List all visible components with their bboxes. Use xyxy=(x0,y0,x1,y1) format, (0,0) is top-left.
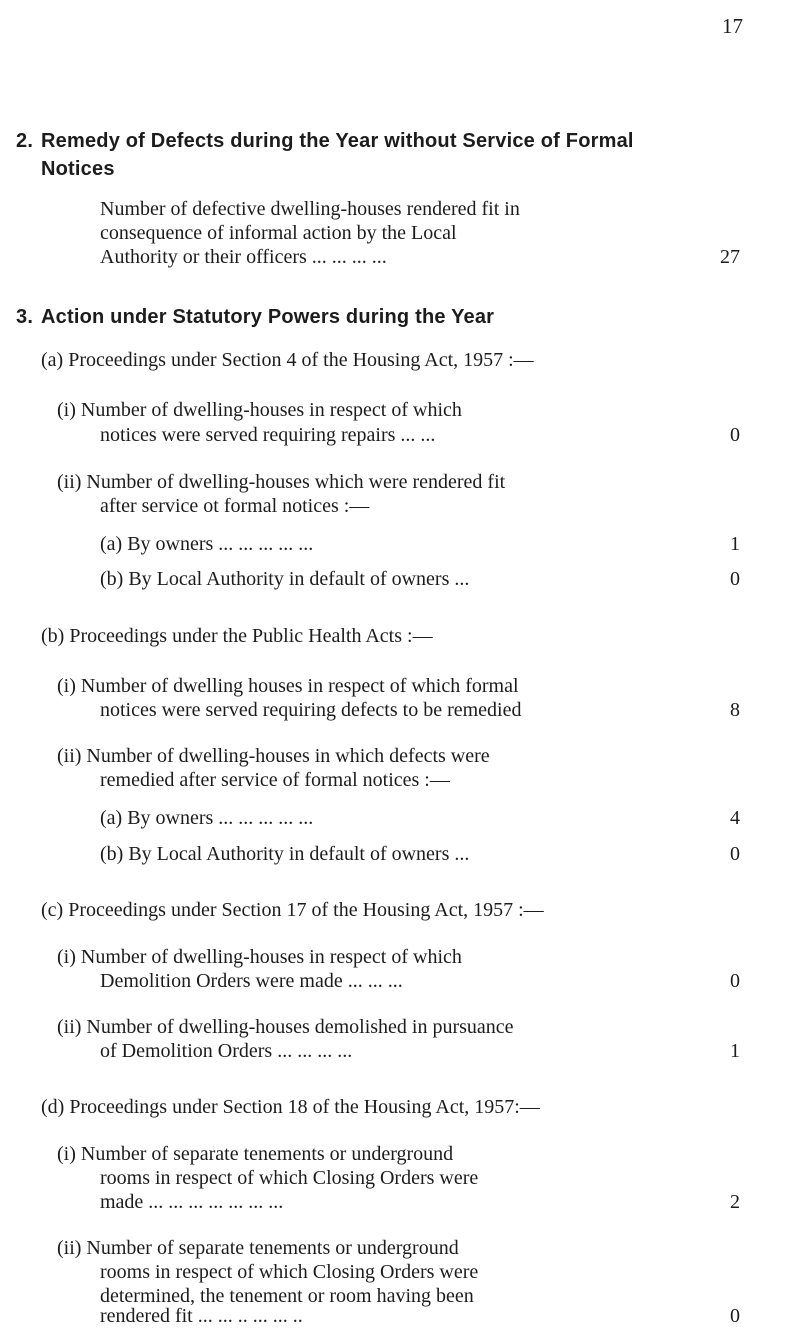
subsection-b-ii-a-value: 4 xyxy=(730,807,740,829)
section-2-item-value: 27 xyxy=(720,246,740,268)
subsection-c-i-line1: (i) Number of dwelling-houses in respect of which xyxy=(57,946,462,968)
section-2-item-line1: Number of defective dwelling-houses rendered fit in xyxy=(100,198,520,220)
subsection-b-i-line1: (i) Number of dwelling houses in respect of which formal xyxy=(57,675,519,697)
subsection-c-i-line2: Demolition Orders were made ... ... ... xyxy=(100,970,403,992)
subsection-d-ii-line3: determined, the tenement or room having been xyxy=(100,1285,474,1307)
subsection-c-ii-line2: of Demolition Orders ... ... ... ... xyxy=(100,1040,353,1062)
section-2-number: 2. xyxy=(16,130,34,152)
subsection-b-heading: (b) Proceedings under the Public Health Acts :— xyxy=(41,625,433,647)
subsection-c-ii-value: 1 xyxy=(730,1040,740,1062)
subsection-a-ii-line1: (ii) Number of dwelling-houses which were rendered fit xyxy=(57,471,506,493)
section-2-title-line2: Notices xyxy=(41,158,115,180)
subsection-d-ii-line2: rooms in respect of which Closing Orders were xyxy=(100,1261,479,1283)
subsection-d-i-line2: rooms in respect of which Closing Orders were xyxy=(100,1167,479,1189)
section-2-item-line2: consequence of informal action by the Local xyxy=(100,222,457,244)
subsection-a-i-line1: (i) Number of dwelling-houses in respect of which xyxy=(57,399,462,421)
subsection-d-ii-line4: rendered fit ... ... .. ... ... .. xyxy=(100,1305,303,1327)
subsection-b-ii-b: (b) By Local Authority in default of owners ... xyxy=(100,843,470,865)
subsection-b-ii-a: (a) By owners ... ... ... ... ... xyxy=(100,807,314,829)
subsection-d-i-value: 2 xyxy=(730,1191,740,1213)
subsection-c-heading: (c) Proceedings under Section 17 of the Housing Act, 1957 :— xyxy=(41,899,544,921)
subsection-c-i-value: 0 xyxy=(730,970,740,992)
subsection-b-ii-line2: remedied after service of formal notices :— xyxy=(100,769,450,791)
section-3-title: Action under Statutory Powers during the Year xyxy=(41,306,495,328)
section-2-item-line3: Authority or their officers ... ... ... ... xyxy=(100,246,387,268)
section-2-title-line1: Remedy of Defects during the Year without Service of Formal xyxy=(41,130,634,152)
subsection-a-ii-a-value: 1 xyxy=(730,533,740,555)
subsection-b-ii-b-value: 0 xyxy=(730,843,740,865)
subsection-d-i-line1: (i) Number of separate tenements or underground xyxy=(57,1143,454,1165)
subsection-a-ii-line2: after service ot formal notices :— xyxy=(100,495,370,517)
subsection-b-i-line2: notices were served requiring defects to be remedied xyxy=(100,699,522,721)
subsection-d-heading: (d) Proceedings under Section 18 of the Housing Act, 1957:— xyxy=(41,1096,540,1118)
subsection-a-ii-b: (b) By Local Authority in default of owners ... xyxy=(100,568,470,590)
subsection-d-i-line3: made ... ... ... ... ... ... ... xyxy=(100,1191,284,1213)
subsection-a-i-value: 0 xyxy=(730,424,740,446)
subsection-a-i-line2: notices were served requiring repairs ... ... xyxy=(100,424,436,446)
subsection-b-i-value: 8 xyxy=(730,699,740,721)
subsection-a-ii-a: (a) By owners ... ... ... ... ... xyxy=(100,533,314,555)
subsection-b-ii-line1: (ii) Number of dwelling-houses in which defects were xyxy=(57,745,490,767)
subsection-d-ii-line1: (ii) Number of separate tenements or underground xyxy=(57,1237,459,1259)
subsection-d-ii-value: 0 xyxy=(730,1305,740,1327)
subsection-a-heading: (a) Proceedings under Section 4 of the Housing Act, 1957 :— xyxy=(41,349,534,371)
subsection-c-ii-line1: (ii) Number of dwelling-houses demolished in pursuance xyxy=(57,1016,514,1038)
section-3-number: 3. xyxy=(16,306,34,328)
page-number: 17 xyxy=(722,14,743,38)
subsection-a-ii-b-value: 0 xyxy=(730,568,740,590)
